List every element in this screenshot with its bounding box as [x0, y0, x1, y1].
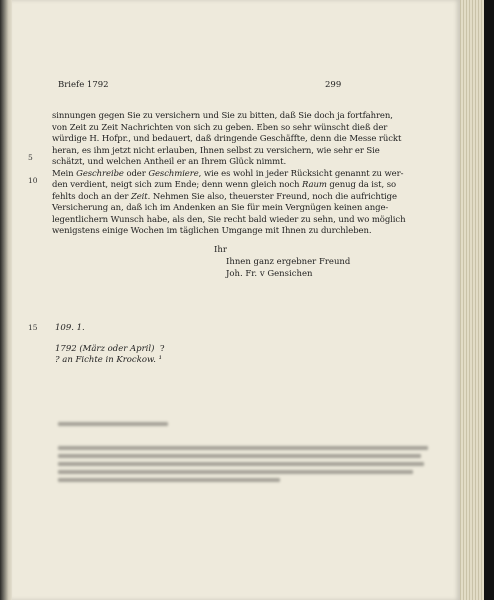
body-line: sinnungen gegen Sie zu versichern und Sie zu bitten, daß Sie doch ja fortfahren,: [52, 111, 393, 121]
page: [12, 0, 460, 600]
closing-line-1: Ihnen ganz ergebner Freund: [226, 257, 351, 267]
body-line: fehlts doch an der Zeit. Nehmen Sie also, theuerster Freund, noch die aufrichtige: [52, 191, 397, 202]
body-line: Versicherung an, daß ich im Andenken an Sie für mein Vergnügen keinen ange-: [52, 203, 389, 213]
blurred-apparatus: [58, 446, 428, 486]
body-line: würdige H. Hofpr., und bedauert, daß dringende Geschäffte, denn die Messe rückt: [52, 134, 402, 144]
body-line: schätzt, und welchen Antheil er an Ihrem Glück nimmt.: [52, 157, 287, 167]
body-line: von Zeit zu Zeit Nachrichten von sich zu geben. Eben so sehr wünscht dieß der: [52, 122, 388, 133]
page-stack-edge: [460, 0, 484, 600]
line-number-5: 5: [28, 153, 33, 162]
line-number-15: 15: [28, 323, 38, 332]
entry-question-mark: ?: [160, 344, 165, 354]
line-number-10: 10: [28, 176, 38, 185]
entry-number: 109. 1.: [55, 323, 85, 333]
closing-ihr: Ihr: [214, 245, 227, 255]
blurred-footnote-heading: [58, 422, 168, 430]
entry-date: 1792 (März oder April): [55, 344, 155, 354]
background-edge: [484, 0, 494, 600]
body-line: legentlichern Wunsch habe, als den, Sie recht bald wieder zu sehn, und wo möglich: [52, 214, 406, 225]
page-number: 299: [325, 80, 342, 90]
facing-page-edge: [0, 0, 12, 600]
entry-recipient: ? an Fichte in Krockow. ¹: [55, 355, 163, 365]
body-line: wenigstens einige Wochen im täglichen Umgange mit Ihnen zu durchleben.: [52, 226, 372, 236]
closing-signature: Joh. Fr. v Gensichen: [226, 269, 313, 279]
running-head: Briefe 1792: [58, 80, 109, 90]
body-line: Mein Geschreibe oder Geschmiere, wie es wohl in jeder Rücksicht genannt zu wer-: [52, 168, 404, 179]
body-line: den verdient, neigt sich zum Ende; denn wenn gleich noch Raum genug da ist, so: [52, 180, 396, 190]
body-line: heran, es ihm jetzt nicht erlauben, Ihnen selbst zu versichern, wie sehr er Sie: [52, 145, 380, 156]
letter-body: [52, 111, 427, 238]
